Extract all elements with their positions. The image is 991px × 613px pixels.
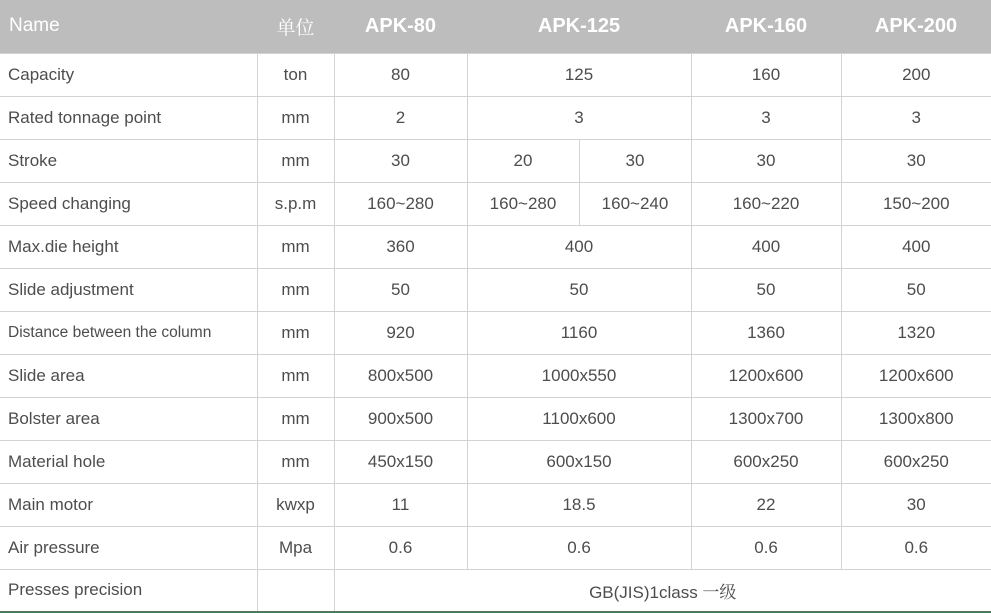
row-name: Air pressure	[0, 526, 257, 569]
table-row	[0, 354, 991, 397]
table-row	[0, 53, 991, 96]
row-name: Slide adjustment	[0, 268, 257, 311]
cell-apk200: 150~200	[841, 182, 991, 225]
header-apk125: APK-125	[467, 0, 691, 53]
cell-apk160: 160	[691, 53, 841, 96]
table-row	[0, 311, 991, 354]
cell-apk125-b: 30	[579, 139, 691, 182]
header-apk80: APK-80	[334, 0, 467, 53]
cell-apk80: 80	[334, 53, 467, 96]
cell-apk80: 0.6	[334, 526, 467, 569]
cell-apk160: 600x250	[691, 440, 841, 483]
cell-apk125: 1160	[467, 311, 691, 354]
row-unit: s.p.m	[257, 182, 334, 225]
cell-apk200: 200	[841, 53, 991, 96]
cell-apk200: 600x250	[841, 440, 991, 483]
cell-apk160: 30	[691, 139, 841, 182]
table-row	[0, 268, 991, 311]
header-row	[0, 0, 991, 53]
cell-apk125: 0.6	[467, 526, 691, 569]
table-row	[0, 139, 991, 182]
cell-all-models: GB(JIS)1class 一级	[334, 569, 991, 612]
cell-apk125: 3	[467, 96, 691, 139]
row-unit: mm	[257, 268, 334, 311]
row-name: Capacity	[0, 53, 257, 96]
cell-apk200: 1300x800	[841, 397, 991, 440]
row-name: Slide area	[0, 354, 257, 397]
row-unit: ton	[257, 53, 334, 96]
cell-apk125: 400	[467, 225, 691, 268]
cell-apk80: 360	[334, 225, 467, 268]
cell-apk160: 1300x700	[691, 397, 841, 440]
table-row	[0, 569, 991, 612]
cell-apk125-b: 160~240	[579, 182, 691, 225]
header-unit: 单位	[257, 0, 334, 53]
cell-apk200: 0.6	[841, 526, 991, 569]
header-name: Name	[0, 0, 257, 53]
row-name: Max.die height	[0, 225, 257, 268]
table-row	[0, 182, 991, 225]
row-name: Rated tonnage point	[0, 96, 257, 139]
cell-apk80: 450x150	[334, 440, 467, 483]
table-row	[0, 96, 991, 139]
cell-apk160: 22	[691, 483, 841, 526]
cell-apk80: 2	[334, 96, 467, 139]
row-unit: mm	[257, 225, 334, 268]
header-apk160: APK-160	[691, 0, 841, 53]
cell-apk200: 1320	[841, 311, 991, 354]
row-unit: mm	[257, 440, 334, 483]
row-unit: mm	[257, 139, 334, 182]
row-unit: mm	[257, 311, 334, 354]
cell-apk125: 600x150	[467, 440, 691, 483]
row-unit	[257, 569, 334, 612]
row-name: Main motor	[0, 483, 257, 526]
row-name: Speed changing	[0, 182, 257, 225]
cell-apk160: 0.6	[691, 526, 841, 569]
cell-apk200: 3	[841, 96, 991, 139]
cell-apk80: 920	[334, 311, 467, 354]
row-name: Stroke	[0, 139, 257, 182]
cell-apk125: 125	[467, 53, 691, 96]
row-name: Presses precision	[0, 569, 257, 612]
cell-apk160: 400	[691, 225, 841, 268]
table-row	[0, 225, 991, 268]
cell-apk80: 800x500	[334, 354, 467, 397]
cell-apk80: 11	[334, 483, 467, 526]
cell-apk160: 3	[691, 96, 841, 139]
cell-apk80: 30	[334, 139, 467, 182]
table-row	[0, 526, 991, 569]
header-apk200: APK-200	[841, 0, 991, 53]
cell-apk125: 1000x550	[467, 354, 691, 397]
table-row	[0, 397, 991, 440]
row-unit: Mpa	[257, 526, 334, 569]
cell-apk200: 30	[841, 139, 991, 182]
cell-apk125-a: 20	[467, 139, 579, 182]
row-name: Material hole	[0, 440, 257, 483]
cell-apk160: 160~220	[691, 182, 841, 225]
cell-apk200: 30	[841, 483, 991, 526]
row-name: Distance between the column	[0, 311, 257, 354]
cell-apk80: 160~280	[334, 182, 467, 225]
cell-apk125: 50	[467, 268, 691, 311]
cell-apk160: 1360	[691, 311, 841, 354]
cell-apk125: 1100x600	[467, 397, 691, 440]
cell-apk125: 18.5	[467, 483, 691, 526]
row-unit: mm	[257, 397, 334, 440]
cell-apk160: 50	[691, 268, 841, 311]
row-unit: mm	[257, 354, 334, 397]
cell-apk80: 900x500	[334, 397, 467, 440]
cell-apk200: 1200x600	[841, 354, 991, 397]
cell-apk80: 50	[334, 268, 467, 311]
row-name: Bolster area	[0, 397, 257, 440]
row-unit: kwxp	[257, 483, 334, 526]
row-unit: mm	[257, 96, 334, 139]
cell-apk125-a: 160~280	[467, 182, 579, 225]
cell-apk200: 400	[841, 225, 991, 268]
cell-apk200: 50	[841, 268, 991, 311]
cell-apk160: 1200x600	[691, 354, 841, 397]
table-row	[0, 483, 991, 526]
table-row	[0, 440, 991, 483]
